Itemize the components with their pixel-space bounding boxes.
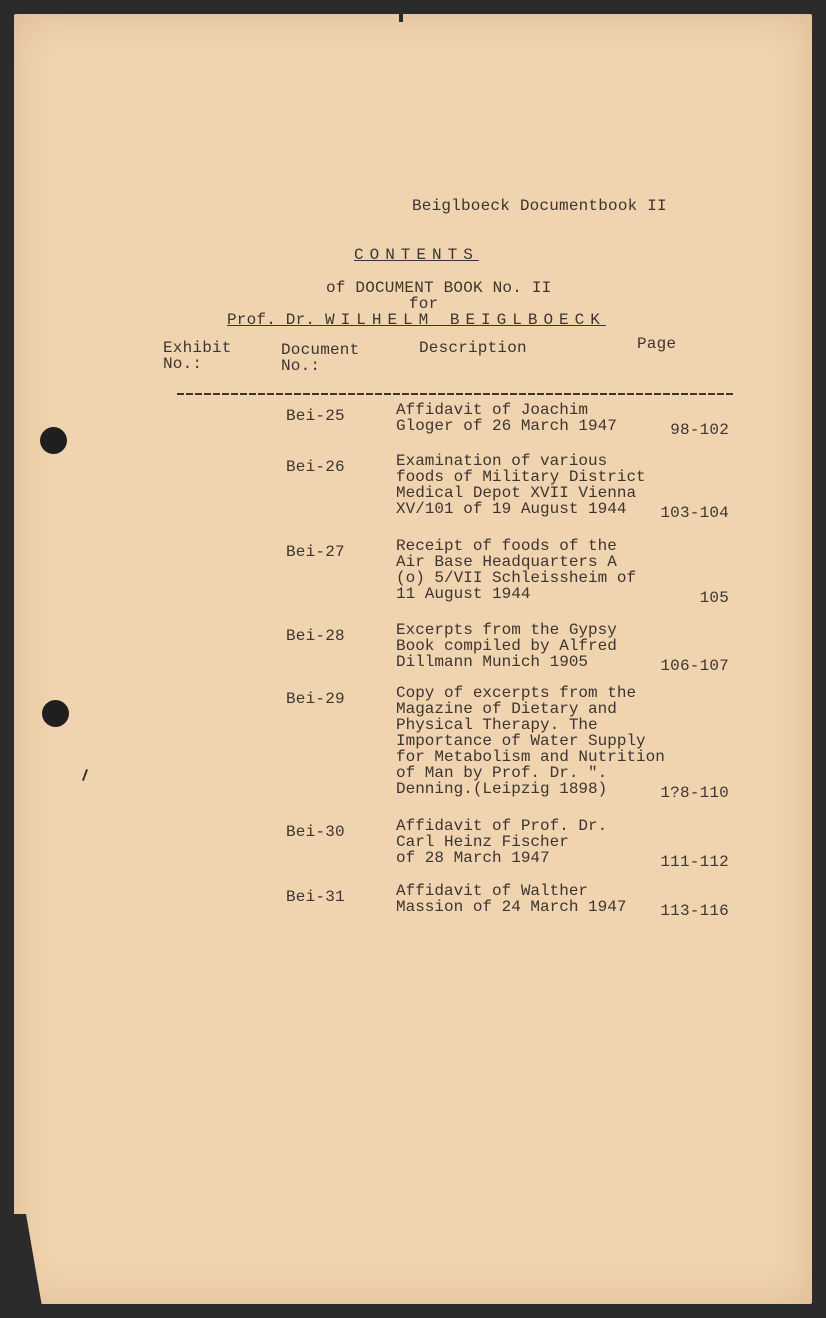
page-range: 103-104 [660, 504, 729, 522]
entry-description [396, 538, 636, 602]
description-line: Affidavit of Joachim [396, 401, 589, 419]
description-line: Examination of various [396, 452, 608, 470]
description-line: Physical Therapy. The [396, 716, 598, 734]
entry-description [396, 883, 626, 915]
page-range: 113-116 [660, 902, 729, 920]
description-line: Excerpts from the Gypsy [396, 621, 617, 639]
description-line: Air Base Headquarters A [396, 553, 617, 571]
description-line: Magazine of Dietary and [396, 700, 617, 718]
description-line: Gloger of 26 March 1947 [396, 417, 617, 435]
top-notch [399, 14, 403, 22]
description-line: Carl Heinz Fischer [396, 833, 569, 851]
col-document-header [281, 342, 359, 374]
description-line: XV/101 of 19 August 1944 [396, 500, 627, 518]
description-line: foods of Military District [396, 468, 646, 486]
page-range: 98-102 [670, 421, 729, 439]
description-line: for Metabolism and Nutrition [396, 748, 665, 766]
description-line: Affidavit of Walther [396, 882, 589, 900]
col-document-line1: Document [281, 341, 360, 359]
defendant-name: WILHELM BEIGLBOECK [325, 311, 606, 329]
entry-description [396, 818, 607, 866]
col-exhibit-line1: Exhibit [163, 339, 232, 357]
description-line: of Man by Prof. Dr. ". [396, 764, 608, 782]
col-description-header: Description [419, 339, 527, 357]
description-line: of 28 March 1947 [396, 849, 550, 867]
description-line: Importance of Water Supply [396, 732, 646, 750]
subject-name [227, 312, 606, 328]
col-exhibit-header [163, 340, 232, 372]
prof-prefix: Prof. Dr. [227, 311, 316, 329]
document-number: Bei-29 [286, 690, 345, 708]
contents-title: CONTENTS [354, 246, 479, 264]
document-number: Bei-30 [286, 823, 345, 841]
page-range: 105 [699, 589, 729, 607]
entry-description [396, 453, 646, 517]
for-label: for [409, 295, 439, 313]
page-range: 111-112 [660, 853, 729, 871]
document-number: Bei-31 [286, 888, 345, 906]
description-line: Book compiled by Alfred [396, 637, 617, 655]
pencil-mark [82, 769, 88, 781]
document-number: Bei-28 [286, 627, 345, 645]
document-number: Bei-27 [286, 543, 345, 561]
entry-description [396, 622, 617, 670]
punch-hole-lower [42, 700, 69, 727]
page-range: 106-107 [660, 657, 729, 675]
entry-description [396, 402, 617, 434]
header-rule [177, 393, 733, 395]
page-range: 1?8-110 [660, 784, 729, 802]
description-line: Massion of 24 March 1947 [396, 898, 627, 916]
description-line: Dillmann Munich 1905 [396, 653, 589, 671]
document-number: Bei-25 [286, 407, 345, 425]
book-label: Beiglboeck Documentbook II [412, 197, 667, 215]
document-page [14, 14, 812, 1304]
description-line: Denning.(Leipzig 1898) [396, 780, 608, 798]
torn-corner [14, 1214, 44, 1318]
col-page-header: Page [637, 335, 677, 353]
entry-description [396, 685, 665, 797]
of-document-book: of DOCUMENT BOOK No. II [326, 279, 552, 297]
col-document-line2: No.: [281, 357, 321, 375]
punch-hole-upper [40, 427, 67, 454]
col-exhibit-line2: No.: [163, 355, 203, 373]
description-line: (o) 5/VII Schleissheim of [396, 569, 637, 587]
description-line: 11 August 1944 [396, 585, 531, 603]
description-line: Receipt of foods of the [396, 537, 617, 555]
description-line: Medical Depot XVII Vienna [396, 484, 637, 502]
description-line: Affidavit of Prof. Dr. [396, 817, 608, 835]
document-number: Bei-26 [286, 458, 345, 476]
description-line: Copy of excerpts from the [396, 684, 637, 702]
